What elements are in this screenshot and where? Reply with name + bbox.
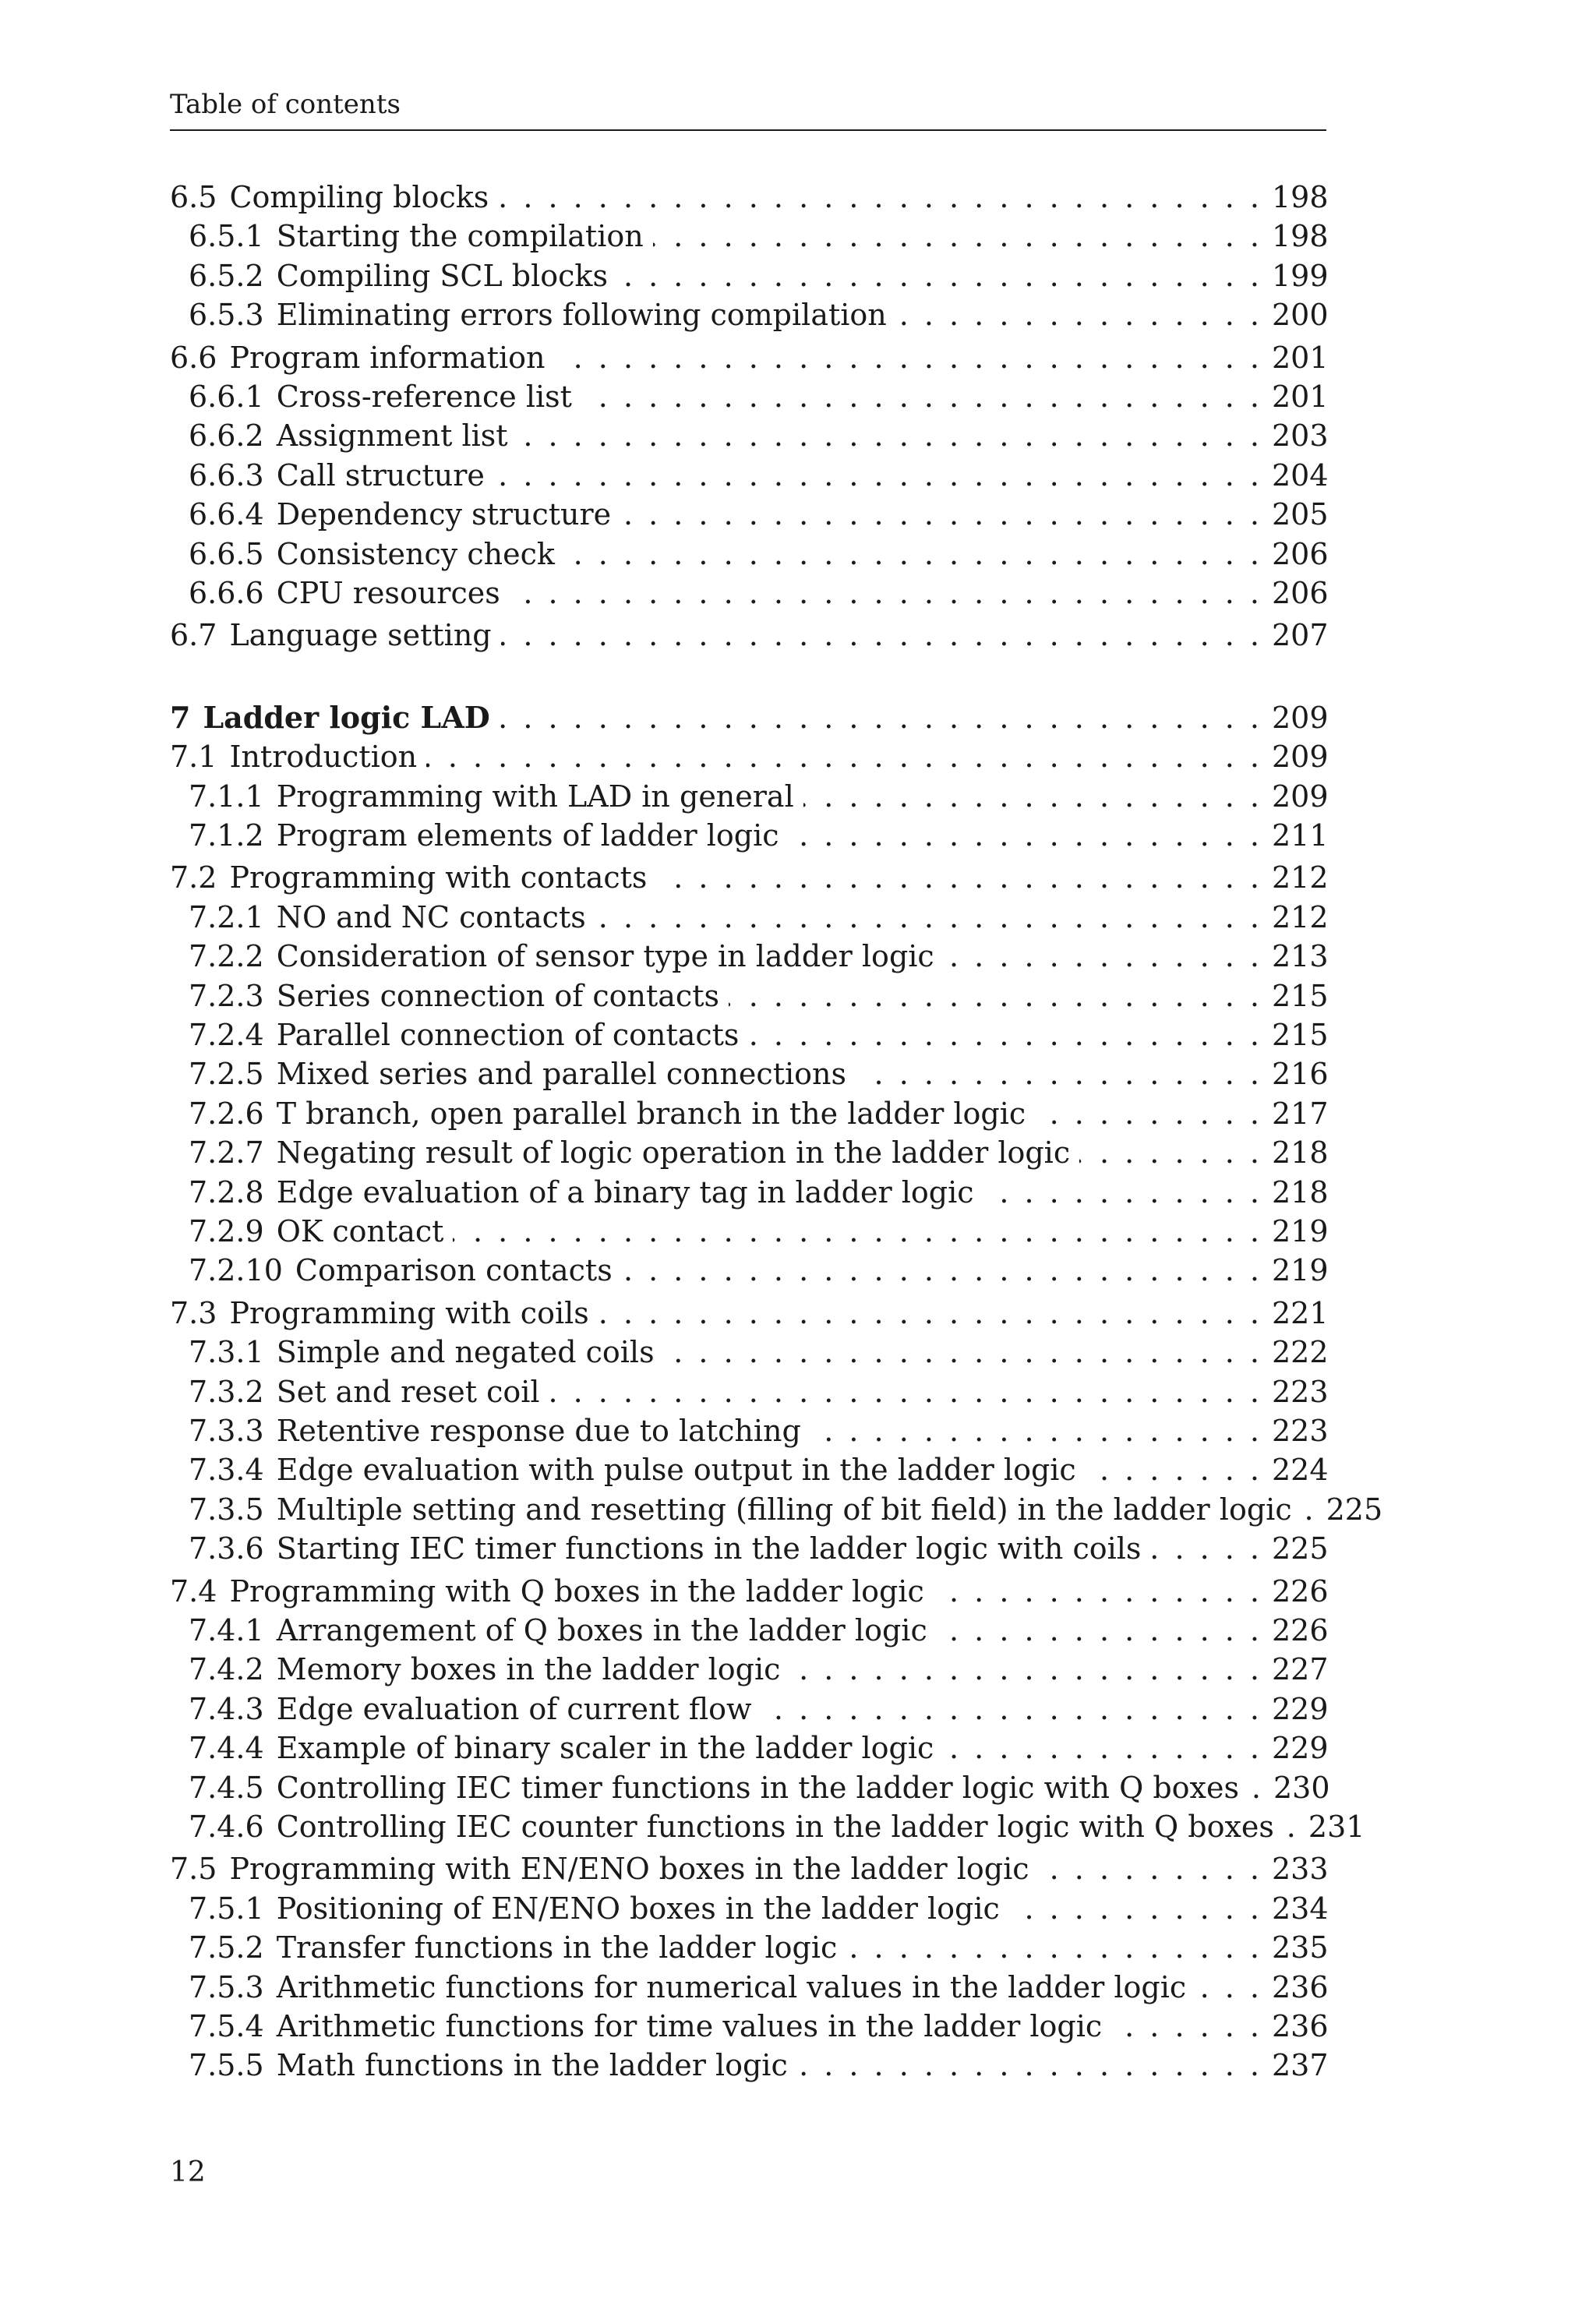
dot-leader xyxy=(598,1294,1262,1333)
toc-entry-title: Example of binary scaler in the ladder logic xyxy=(276,1731,934,1765)
dot-leader xyxy=(622,1251,1262,1290)
toc-entry-number: 7.1.2 xyxy=(189,818,264,853)
toc-entry-page: 207 xyxy=(1272,618,1329,652)
dot-leader xyxy=(934,1572,1262,1611)
toc-entry xyxy=(170,1849,1329,1888)
toc-entry-number: 7.5.2 xyxy=(189,1930,264,1965)
toc-entry-number: 6.5.3 xyxy=(189,298,264,332)
toc-entry xyxy=(170,1529,1329,1568)
dot-leader xyxy=(943,1729,1262,1768)
toc-entry-number: 6.5 xyxy=(170,180,217,214)
toc-entry xyxy=(170,937,1329,976)
toc-entry-number: 6.6.1 xyxy=(189,380,264,414)
toc-entry-title: Consistency check xyxy=(276,537,555,571)
toc-entry-title: NO and NC contacts xyxy=(276,900,586,934)
toc-entry-number: 7.3.3 xyxy=(189,1414,264,1448)
toc-entry-number: 7.5.4 xyxy=(189,2009,264,2043)
toc-entry-title: Arithmetic functions for numerical values in the ladder logic xyxy=(276,1970,1187,2004)
toc-entry xyxy=(170,1889,1329,1928)
toc-entry-number: 6.6.2 xyxy=(189,418,264,453)
dot-leader xyxy=(494,456,1262,495)
toc-entry-page: 236 xyxy=(1272,2009,1329,2043)
dot-leader xyxy=(498,178,1262,217)
dot-leader xyxy=(653,217,1262,256)
toc-entry xyxy=(170,1411,1329,1450)
toc-entry xyxy=(170,574,1329,613)
toc-entry xyxy=(170,777,1329,816)
toc-entry-title: Mixed series and parallel connections xyxy=(276,1057,846,1091)
toc-entry xyxy=(170,1294,1329,1333)
dot-leader xyxy=(1150,1529,1262,1568)
toc-entry xyxy=(170,1650,1329,1689)
toc-entry-number: 7.4.4 xyxy=(189,1731,264,1765)
toc-entry-page: 229 xyxy=(1272,1692,1329,1726)
toc-entry xyxy=(170,1768,1330,1807)
dot-leader xyxy=(617,256,1262,295)
toc-entry-number: 6.6 xyxy=(170,341,217,375)
dot-leader xyxy=(595,898,1262,937)
toc-entry-number: 7.2.2 xyxy=(189,939,264,973)
toc-entry-title: Programming with EN/ENO boxes in the ladder logic xyxy=(229,1852,1029,1886)
toc-entry xyxy=(170,338,1329,377)
toc-entry-page: 201 xyxy=(1272,380,1329,414)
toc-entry-page: 203 xyxy=(1272,418,1329,453)
toc-entry xyxy=(170,1173,1329,1212)
toc-entry-title: Consideration of sensor type in ladder logic xyxy=(276,939,934,973)
dot-leader xyxy=(1195,1968,1262,2007)
dot-leader xyxy=(1086,1450,1262,1489)
toc-entry-page: 219 xyxy=(1272,1253,1329,1287)
toc-entry-title: Edge evaluation of current flow xyxy=(276,1692,752,1726)
page-number: 12 xyxy=(170,2156,206,2188)
toc-entry-number: 7.5.5 xyxy=(189,2048,264,2082)
toc-entry xyxy=(170,1015,1329,1054)
toc-entry-number: 7.2.10 xyxy=(189,1253,283,1287)
toc-entry-title: Starting the compilation xyxy=(276,219,644,253)
toc-entry-page: 216 xyxy=(1272,1057,1329,1091)
dot-leader xyxy=(501,616,1262,655)
header-rule xyxy=(170,129,1326,131)
toc-entry-number: 7.4.1 xyxy=(189,1613,264,1647)
toc-entry xyxy=(170,295,1329,334)
toc-entry xyxy=(170,1968,1329,2007)
toc-entry-number: 6.6.6 xyxy=(189,576,264,610)
toc-entry xyxy=(170,495,1329,534)
toc-entry-number: 7.3.5 xyxy=(189,1492,264,1527)
toc-entry-title: Eliminating errors following compilation xyxy=(276,298,887,332)
toc-entry-page: 198 xyxy=(1272,219,1329,253)
toc-entry-page: 226 xyxy=(1272,1613,1329,1647)
toc-entry-page: 230 xyxy=(1273,1771,1330,1805)
toc-entry-title: OK contact xyxy=(276,1214,444,1248)
toc-entry-title: Cross-reference list xyxy=(276,380,572,414)
toc-entry xyxy=(170,1333,1329,1372)
toc-entry-page: 201 xyxy=(1272,341,1329,375)
toc-entry-number: 7.2.6 xyxy=(189,1097,264,1131)
toc-entry-page: 206 xyxy=(1272,576,1329,610)
toc-entry-page: 199 xyxy=(1272,259,1329,293)
toc-entry-page: 227 xyxy=(1272,1652,1329,1686)
toc-entry-title: Compiling blocks xyxy=(229,180,489,214)
toc-entry xyxy=(170,616,1329,655)
toc-entry-title: Edge evaluation of a binary tag in ladder logic xyxy=(276,1175,974,1210)
toc-entry xyxy=(170,256,1329,295)
dot-leader xyxy=(555,338,1262,377)
toc-entry-number: 7.4.5 xyxy=(189,1771,264,1805)
toc-entry-number: 7.4.6 xyxy=(189,1810,264,1844)
toc-entry-number: 7.4.3 xyxy=(189,1692,264,1726)
dot-leader xyxy=(803,777,1262,816)
dot-leader xyxy=(656,858,1262,897)
toc-entry-title: Multiple setting and resetting (filling of bit field) in the ladder logic xyxy=(276,1492,1292,1527)
dot-leader xyxy=(1035,1094,1262,1133)
toc-entry-title: Simple and negated coils xyxy=(276,1335,655,1369)
toc-entry-page: 225 xyxy=(1326,1492,1383,1527)
dot-leader xyxy=(1039,1849,1262,1888)
toc-entry-page: 209 xyxy=(1272,779,1329,814)
dot-leader xyxy=(729,976,1262,1015)
dot-leader xyxy=(564,535,1262,574)
toc-entry-number: 7.5.3 xyxy=(189,1970,264,2004)
toc-entry xyxy=(170,1094,1329,1133)
toc-entry-title: Retentive response due to latching xyxy=(276,1414,801,1448)
toc-entry-number: 7.2.4 xyxy=(189,1018,264,1052)
dot-leader xyxy=(797,2046,1262,2085)
toc-entry-page: 200 xyxy=(1272,298,1329,332)
toc-entry-page: 218 xyxy=(1272,1135,1329,1170)
toc-entry-title: Language setting xyxy=(229,618,492,652)
toc-entry xyxy=(170,2046,1329,2085)
toc-entry-number: 7.2.7 xyxy=(189,1135,264,1170)
toc-entry-page: 226 xyxy=(1272,1574,1329,1609)
toc-entry-page: 231 xyxy=(1308,1810,1365,1844)
toc-entry-title: Series connection of contacts xyxy=(276,979,719,1013)
dot-leader xyxy=(856,1054,1262,1093)
toc-entry-number: 6.6.3 xyxy=(189,458,264,493)
toc-entry xyxy=(170,1490,1383,1529)
toc-entry-title: Assignment list xyxy=(276,418,508,453)
dot-leader xyxy=(896,295,1262,334)
toc-entry xyxy=(170,1372,1329,1411)
toc-entry xyxy=(170,1729,1329,1768)
toc-entry-page: 211 xyxy=(1272,818,1329,853)
toc-entry-page: 219 xyxy=(1272,1214,1329,1248)
toc-entry-page: 223 xyxy=(1272,1375,1329,1409)
dot-leader xyxy=(937,1611,1262,1650)
dot-leader xyxy=(1009,1889,1262,1928)
dot-leader xyxy=(500,698,1262,737)
toc-entry-title: Compiling SCL blocks xyxy=(276,259,608,293)
toc-entry-number: 7.3 xyxy=(170,1296,217,1330)
toc-entry-title: Parallel connection of contacts xyxy=(276,1018,740,1052)
toc-entry-page: 212 xyxy=(1272,900,1329,934)
toc-entry-page: 236 xyxy=(1272,1970,1329,2004)
toc-entry-title: Arrangement of Q boxes in the ladder logic xyxy=(276,1613,927,1647)
toc-entry-page: 212 xyxy=(1272,860,1329,895)
toc-entry-page: 213 xyxy=(1272,939,1329,973)
dot-leader xyxy=(789,816,1262,855)
toc-entry-title: Starting IEC timer functions in the ladder logic with coils xyxy=(276,1531,1142,1566)
toc-entry-page: 218 xyxy=(1272,1175,1329,1210)
toc-entry xyxy=(170,816,1329,855)
toc-entry xyxy=(170,737,1329,776)
toc-entry-title: Program elements of ladder logic xyxy=(276,818,779,853)
toc-entry-number: 7.5 xyxy=(170,1852,217,1886)
toc-entry xyxy=(170,456,1329,495)
toc-entry-title: Controlling IEC counter functions in the ladder logic with Q boxes xyxy=(276,1810,1274,1844)
toc-entry-number: 7.2.3 xyxy=(189,979,264,1013)
toc-entry-title: Program information xyxy=(229,341,546,375)
toc-entry xyxy=(170,1928,1329,1967)
toc-entry-title: Programming with Q boxes in the ladder logic xyxy=(229,1574,924,1609)
toc-entry-page: 221 xyxy=(1272,1296,1329,1330)
toc-entry-title: Ladder logic LAD xyxy=(203,700,490,735)
toc-entry-number: 7.2.9 xyxy=(189,1214,264,1248)
toc-entry-number: 7.2.5 xyxy=(189,1057,264,1091)
running-head: Table of contents xyxy=(170,89,401,120)
toc-entry-number: 7.1 xyxy=(170,740,217,774)
toc-entry-page: 204 xyxy=(1272,458,1329,493)
toc-entry-number: 7.3.1 xyxy=(189,1335,264,1369)
toc-entry-title: Transfer functions in the ladder logic xyxy=(276,1930,838,1965)
toc-entry-number: 7.2.8 xyxy=(189,1175,264,1210)
toc-entry-page: 233 xyxy=(1272,1852,1329,1886)
dot-leader xyxy=(620,495,1262,534)
dot-leader xyxy=(581,377,1262,416)
toc-entry-title: Introduction xyxy=(229,740,418,774)
toc-entry xyxy=(170,2007,1329,2046)
toc-entry-number: 7.3.6 xyxy=(189,1531,264,1566)
toc-entry xyxy=(170,178,1329,217)
toc-entry-title: Set and reset coil xyxy=(276,1375,540,1409)
toc-entry-page: 223 xyxy=(1272,1414,1329,1448)
toc-entry-title: Controlling IEC timer functions in the ladder logic with Q boxes xyxy=(276,1771,1239,1805)
toc-entry-page: 215 xyxy=(1272,1018,1329,1052)
toc-entry-title: Positioning of EN/ENO boxes in the ladder logic xyxy=(276,1891,1000,1926)
dot-leader xyxy=(1111,2007,1262,2046)
dot-leader xyxy=(1079,1133,1262,1172)
toc-entry-page: 206 xyxy=(1272,537,1329,571)
toc-entry xyxy=(170,976,1329,1015)
toc-entry-title: Dependency structure xyxy=(276,497,612,531)
dot-leader xyxy=(517,416,1262,455)
toc-entry xyxy=(170,1450,1329,1489)
toc-entry-title: CPU resources xyxy=(276,576,500,610)
toc-entry-number: 7.2 xyxy=(170,860,217,895)
dot-leader xyxy=(748,1015,1262,1054)
toc-entry-title: Programming with LAD in general xyxy=(276,779,794,814)
toc-entry-number: 6.6.5 xyxy=(189,537,264,571)
toc-entry xyxy=(170,1572,1329,1611)
toc-entry xyxy=(170,1807,1365,1846)
toc-entry-title: T branch, open parallel branch in the ladder logic xyxy=(276,1097,1026,1131)
dot-leader xyxy=(846,1928,1262,1967)
dot-leader xyxy=(426,737,1262,776)
toc-entry-number: 7.1.1 xyxy=(189,779,264,814)
toc-entry-number: 6.6.4 xyxy=(189,497,264,531)
dot-leader xyxy=(983,1173,1262,1212)
toc-entry xyxy=(170,1690,1329,1729)
toc-entry-number: 6.7 xyxy=(170,618,217,652)
toc-entry-number: 7.5.1 xyxy=(189,1891,264,1926)
toc-entry-page: 215 xyxy=(1272,979,1329,1013)
toc-entry-page: 225 xyxy=(1272,1531,1329,1566)
toc-entry xyxy=(170,898,1329,937)
toc-entry-number: 7.3.2 xyxy=(189,1375,264,1409)
toc-entry xyxy=(170,1611,1329,1650)
toc-entry-page: 205 xyxy=(1272,497,1329,531)
toc-entry xyxy=(170,1251,1329,1290)
dot-leader xyxy=(549,1372,1262,1411)
toc-entry-page: 209 xyxy=(1272,740,1329,774)
dot-leader xyxy=(810,1411,1262,1450)
toc-entry-title: Math functions in the ladder logic xyxy=(276,2048,788,2082)
toc-entry xyxy=(170,1212,1329,1251)
toc-entry xyxy=(170,535,1329,574)
dot-leader xyxy=(1248,1768,1264,1807)
toc-entry-page: 209 xyxy=(1272,701,1329,735)
dot-leader xyxy=(510,574,1262,613)
toc-entry-title: Call structure xyxy=(276,458,485,493)
toc-entry xyxy=(170,1133,1329,1172)
toc-entry xyxy=(170,377,1329,416)
toc-entry-number: 6.5.2 xyxy=(189,259,264,293)
toc-entry-page: 234 xyxy=(1272,1891,1329,1926)
dot-leader xyxy=(1284,1807,1299,1846)
dot-leader xyxy=(944,937,1262,976)
toc-entry-page: 224 xyxy=(1272,1453,1329,1487)
dot-leader xyxy=(789,1650,1262,1689)
toc-entry-title: Programming with coils xyxy=(229,1296,589,1330)
toc-entry-page: 237 xyxy=(1272,2048,1329,2082)
toc-entry-title: Edge evaluation with pulse output in the ladder logic xyxy=(276,1453,1076,1487)
dot-leader xyxy=(1301,1490,1317,1529)
dot-leader xyxy=(761,1690,1262,1729)
toc-entry xyxy=(170,858,1329,897)
toc-entry xyxy=(170,1054,1329,1093)
toc-entry-title: Arithmetic functions for time values in the ladder logic xyxy=(276,2009,1103,2043)
toc-entry-number: 7.4.2 xyxy=(189,1652,264,1686)
toc-entry-title: Comparison contacts xyxy=(295,1253,613,1287)
toc-chapter-entry xyxy=(170,698,1329,737)
toc-entry-number: 7 xyxy=(170,700,191,735)
toc-entry-number: 7.4 xyxy=(170,1574,217,1609)
toc-entry-page: 198 xyxy=(1272,180,1329,214)
toc-entry-page: 235 xyxy=(1272,1930,1329,1965)
toc-entry-number: 7.2.1 xyxy=(189,900,264,934)
toc-entry-page: 217 xyxy=(1272,1097,1329,1131)
dot-leader xyxy=(664,1333,1262,1372)
toc-entry-number: 6.5.1 xyxy=(189,219,264,253)
toc-entry-title: Negating result of logic operation in the ladder logic xyxy=(276,1135,1071,1170)
toc-entry xyxy=(170,416,1329,455)
toc-entry-page: 229 xyxy=(1272,1731,1329,1765)
dot-leader xyxy=(453,1212,1262,1251)
toc-entry-title: Programming with contacts xyxy=(229,860,648,895)
toc-entry xyxy=(170,217,1329,256)
toc-entry-title: Memory boxes in the ladder logic xyxy=(276,1652,781,1686)
toc-entry-page: 222 xyxy=(1272,1335,1329,1369)
toc-entry-number: 7.3.4 xyxy=(189,1453,264,1487)
